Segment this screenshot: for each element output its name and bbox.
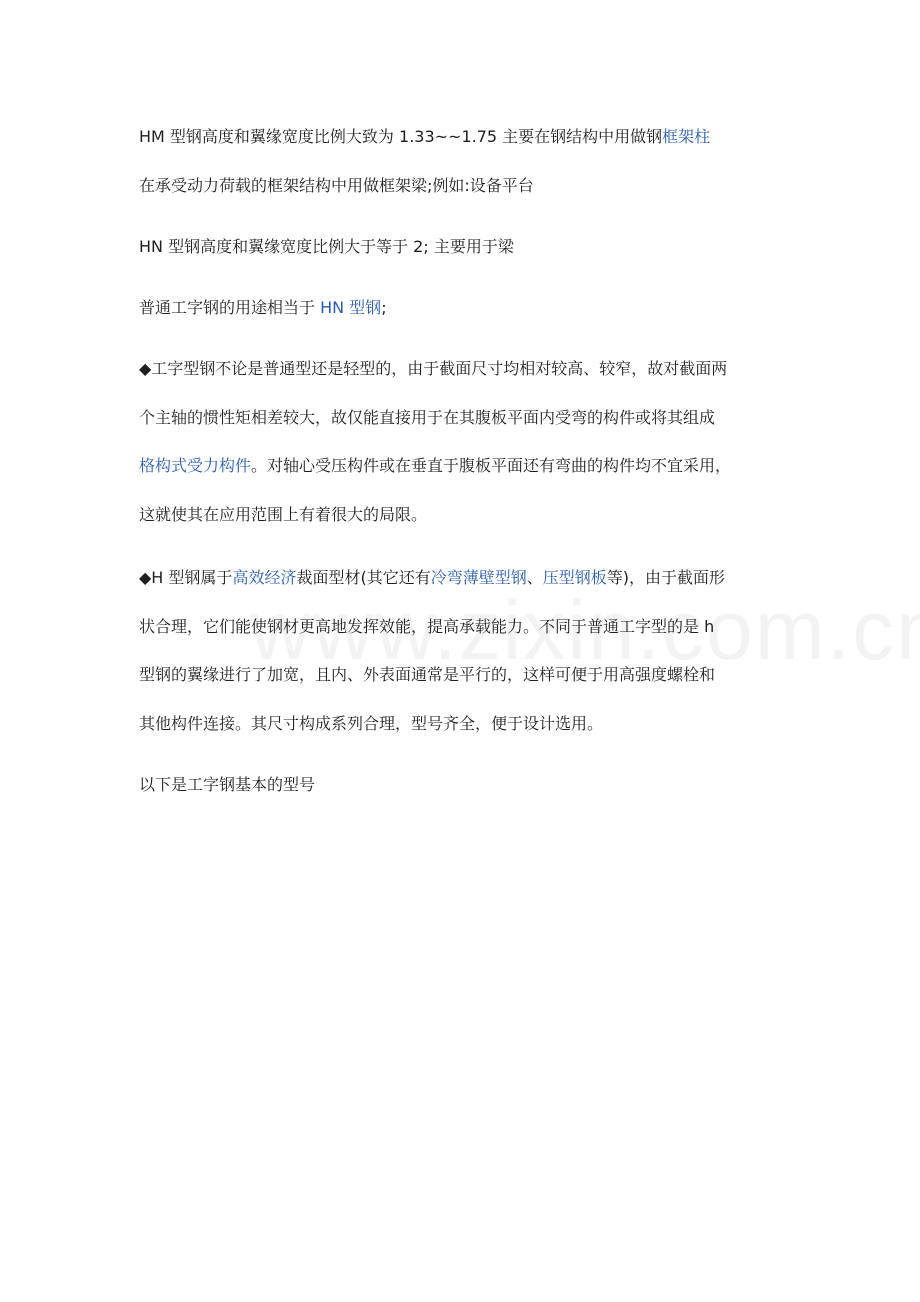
paragraph-gap — [139, 201, 799, 232]
text-span: 型钢的翼缘进行了加宽，且内、外表面通常是平行的，这样可便于用高强度螺栓和 — [139, 665, 716, 684]
paragraph-hm — [139, 122, 799, 201]
text-span: ; — [381, 298, 387, 317]
text-span: ◆H 型钢属于 — [139, 568, 233, 587]
text-span: 个主轴的惯性矩相差较大，故仅能直接用于在其腹板平面内受弯的构件或将其组成 — [139, 408, 716, 427]
document-body — [139, 122, 799, 800]
text-line — [139, 612, 799, 642]
paragraph-hn — [139, 232, 799, 262]
link-efficient-economic[interactable]: 高效经济 — [232, 568, 297, 587]
text-span: ◆工字型钢不论是普通型还是轻型的，由于截面尺寸均相对较高、较窄，故对截面两 — [139, 359, 728, 378]
text-line — [139, 709, 799, 739]
text-span: HM 型钢高度和翼缘宽度比例大致为 1.33~~1.75 主要在钢结构中用做钢 — [139, 127, 663, 146]
text-span: 普通工字钢的用途相当于 — [139, 298, 321, 317]
link-profiled-steel-sheet[interactable]: 压型钢板 — [542, 568, 607, 587]
text-line — [139, 122, 799, 152]
text-line — [139, 500, 799, 530]
text-line — [139, 293, 799, 323]
link-lattice-member[interactable]: 格构式受力构件 — [139, 456, 252, 475]
link-frame-column[interactable]: 框架柱 — [662, 127, 711, 146]
paragraph-h-beam — [139, 563, 799, 739]
text-span: HN 型钢高度和翼缘宽度比例大于等于 2; 主要用于梁 — [139, 237, 514, 256]
text-line — [139, 232, 799, 262]
text-line — [139, 770, 799, 800]
text-span: 这就使其在应用范围上有着很大的局限。 — [139, 505, 428, 524]
paragraph-models-intro — [139, 770, 799, 800]
paragraph-ordinary-i-beam — [139, 293, 799, 323]
text-line — [139, 451, 799, 481]
text-line — [139, 403, 799, 433]
paragraph-i-beam-usage — [139, 354, 799, 530]
paragraph-gap — [139, 739, 799, 770]
text-span: 状合理，它们能使钢材更高地发挥效能，提高承载能力。不同于普通工字型的是 h — [139, 617, 715, 636]
text-line — [139, 171, 799, 201]
text-span: 、 — [526, 568, 543, 587]
paragraph-gap — [139, 323, 799, 354]
text-line — [139, 354, 799, 384]
text-span: 其他构件连接。其尺寸构成系列合理，型号齐全，便于设计选用。 — [139, 714, 604, 733]
link-cold-formed-steel[interactable]: 冷弯薄壁型钢 — [430, 568, 527, 587]
text-line — [139, 563, 799, 593]
text-span: 以下是工字钢基本的型号 — [139, 775, 316, 794]
paragraph-gap — [139, 530, 799, 563]
link-hn-section-steel[interactable]: HN 型钢 — [320, 298, 382, 317]
text-span: 裁面型材(其它还有 — [296, 568, 431, 587]
text-span: 等)，由于截面形 — [606, 568, 725, 587]
text-span: 在承受动力荷载的框架结构中用做框架梁;例如:设备平台 — [139, 176, 534, 195]
text-line — [139, 660, 799, 690]
text-span: 。对轴心受压构件或在垂直于腹板平面还有弯曲的构件均不宜采用， — [251, 456, 732, 475]
paragraph-gap — [139, 262, 799, 293]
